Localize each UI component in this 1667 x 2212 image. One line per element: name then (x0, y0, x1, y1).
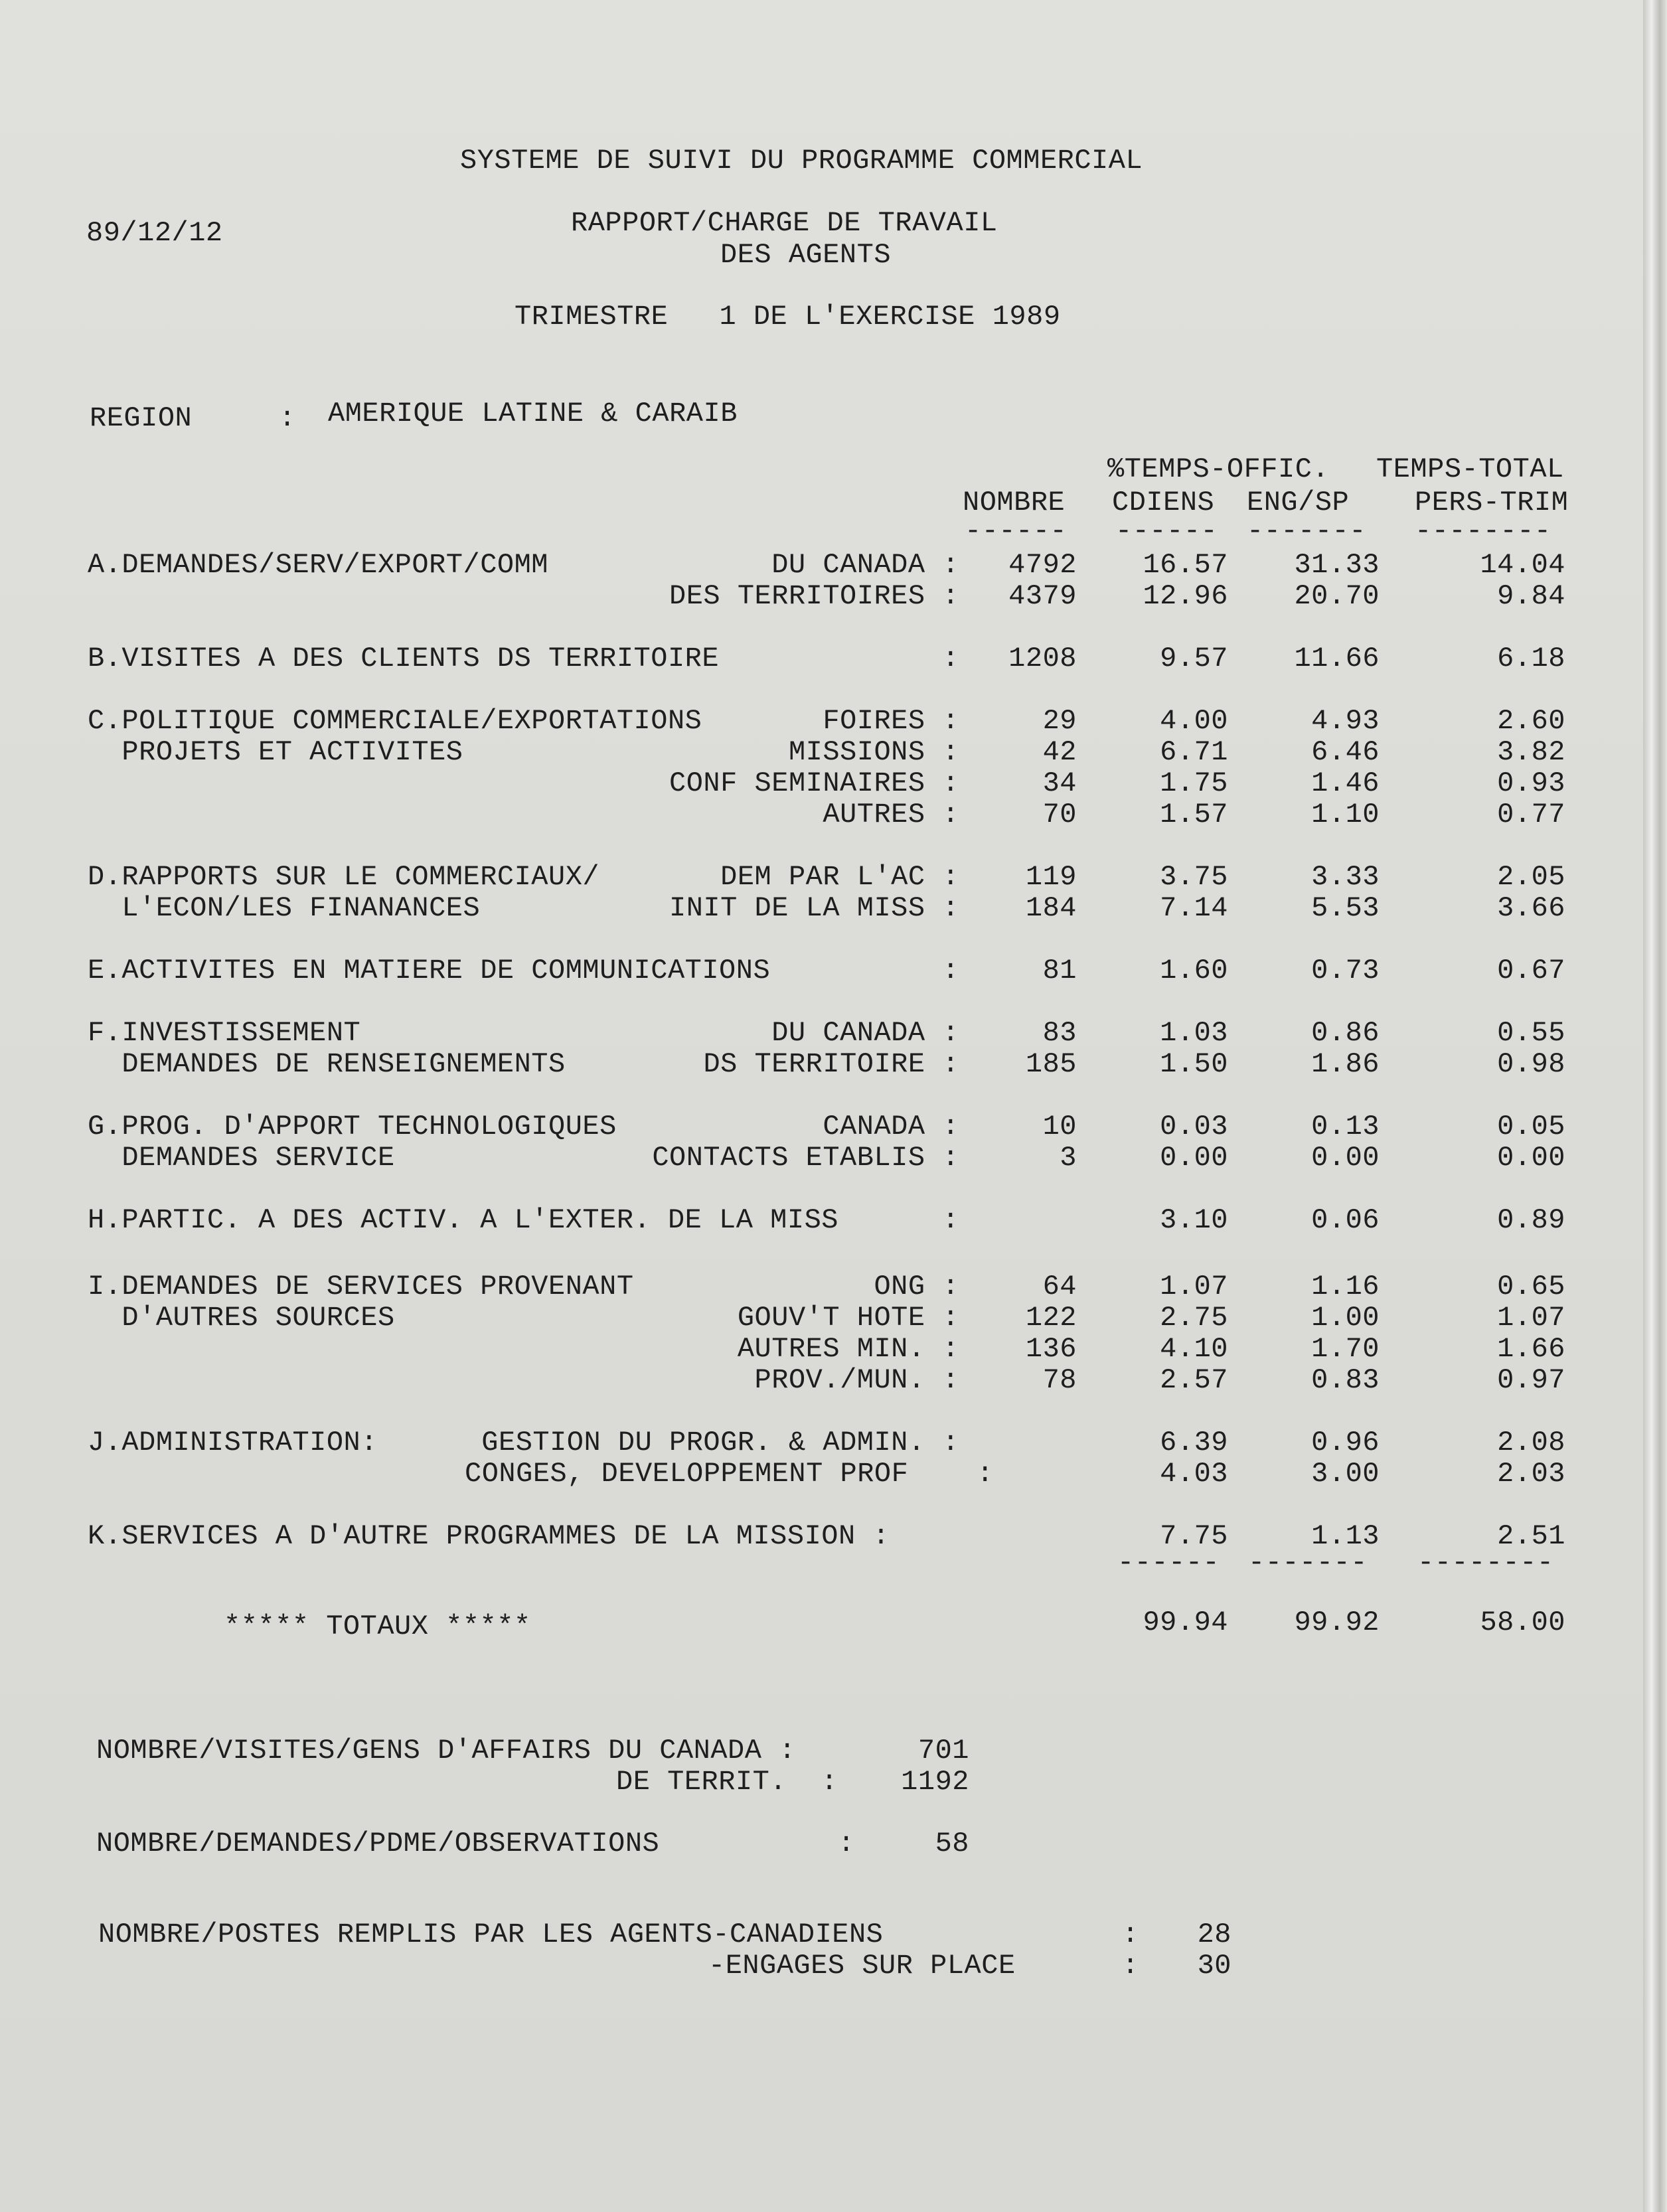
row-pers: 0.98 (1497, 1048, 1565, 1080)
column-underline-nombre: ------ (965, 515, 1068, 547)
region-separator: : (279, 402, 296, 434)
row-engsp: 0.83 (1311, 1364, 1380, 1396)
row-cdiens: 1.50 (1160, 1048, 1228, 1080)
row-engsp: 1.70 (1311, 1333, 1380, 1365)
row-label: DEMANDES SERVICE (88, 1142, 395, 1174)
column-underline-cdiens: ------ (1115, 515, 1218, 547)
row-sublabel: ONG : (874, 1271, 959, 1303)
row-pers: 3.66 (1497, 892, 1565, 924)
row-engsp: 0.06 (1311, 1204, 1380, 1236)
row-engsp: 0.96 (1311, 1427, 1380, 1459)
postes-canadiens-value: 28 (1197, 1919, 1231, 1950)
column-underline-engsp: ------- (1247, 515, 1366, 547)
row-engsp: 31.33 (1294, 549, 1380, 581)
row-nombre: 81 (1042, 955, 1077, 987)
row-sublabel: GESTION DU PROGR. & ADMIN. : (481, 1427, 959, 1459)
row-label: K.SERVICES A D'AUTRE PROGRAMMES DE LA MISSION : (88, 1520, 890, 1552)
row-label: I.DEMANDES DE SERVICES PROVENANT (88, 1271, 634, 1303)
pdme-separator: : (838, 1828, 855, 1859)
row-pers: 2.08 (1497, 1427, 1565, 1459)
row-sublabel: : (942, 1204, 959, 1236)
row-sublabel: DEM PAR L'AC : (720, 861, 959, 893)
row-pers: 9.84 (1497, 580, 1565, 612)
column-header-cdiens: CDIENS (1112, 487, 1215, 518)
row-cdiens: 2.57 (1160, 1364, 1228, 1396)
row-cdiens: 6.71 (1160, 736, 1228, 768)
row-label: F.INVESTISSEMENT (88, 1017, 361, 1049)
row-pers: 0.97 (1497, 1364, 1565, 1396)
row-engsp: 4.93 (1311, 705, 1380, 737)
postes-engages-value: 30 (1197, 1950, 1231, 1982)
row-pers: 1.66 (1497, 1333, 1565, 1365)
engages-separator: : (1122, 1950, 1139, 1982)
row-engsp: 1.16 (1311, 1271, 1380, 1303)
row-sublabel: DU CANADA : (771, 549, 959, 581)
row-pers: 0.65 (1497, 1271, 1565, 1303)
row-nombre: 4792 (1008, 549, 1077, 581)
row-cdiens: 12.96 (1143, 580, 1228, 612)
row-nombre: 29 (1042, 705, 1077, 737)
system-title: SYSTEME DE SUIVI DU PROGRAMME COMMERCIAL (460, 145, 1143, 177)
row-sublabel: DS TERRITOIRE : (703, 1048, 959, 1080)
report-title-line-2: DES AGENTS (720, 239, 892, 271)
row-label: G.PROG. D'APPORT TECHNOLOGIQUES (88, 1111, 617, 1143)
row-sublabel: CONF SEMINAIRES : (669, 767, 959, 799)
row-pers: 1.07 (1497, 1302, 1565, 1334)
row-cdiens: 3.10 (1160, 1204, 1228, 1236)
row-label: DEMANDES DE RENSEIGNEMENTS (88, 1048, 566, 1080)
region-label: REGION (90, 402, 193, 434)
row-engsp: 1.00 (1311, 1302, 1380, 1334)
pdme-value: 58 (935, 1828, 969, 1859)
page-stack-edge (1643, 0, 1667, 2212)
row-nombre: 4379 (1008, 580, 1077, 612)
row-nombre: 34 (1042, 767, 1077, 799)
report-title-line-1: RAPPORT/CHARGE DE TRAVAIL (571, 207, 998, 239)
row-nombre: 119 (1025, 861, 1077, 893)
totals-engsp: 99.92 (1294, 1607, 1380, 1638)
row-cdiens: 1.03 (1160, 1017, 1228, 1049)
report-date: 89/12/12 (86, 217, 223, 249)
row-engsp: 1.10 (1311, 799, 1380, 830)
visits-label: NOMBRE/VISITES/GENS D'AFFAIRS DU CANADA : (96, 1735, 796, 1767)
row-label: E.ACTIVITES EN MATIERE DE COMMUNICATIONS (88, 955, 771, 987)
row-label: D'AUTRES SOURCES (88, 1302, 395, 1334)
row-sublabel: INIT DE LA MISS : (669, 892, 959, 924)
row-pers: 2.03 (1497, 1458, 1565, 1490)
column-header-pers-trim: PERS-TRIM (1415, 487, 1569, 518)
row-cdiens: 0.03 (1160, 1111, 1228, 1143)
row-engsp: 1.46 (1311, 767, 1380, 799)
row-label: C.POLITIQUE COMMERCIALE/EXPORTATIONS (88, 705, 702, 737)
territ-label: DE TERRIT. : (616, 1766, 838, 1798)
row-engsp: 11.66 (1294, 643, 1380, 674)
row-label: H.PARTIC. A DES ACTIV. A L'EXTER. DE LA MISS (88, 1204, 838, 1236)
row-pers: 2.51 (1497, 1520, 1565, 1552)
totals-cdiens: 99.94 (1143, 1607, 1228, 1638)
row-nombre: 3 (1060, 1142, 1077, 1174)
row-engsp: 3.33 (1311, 861, 1380, 893)
row-cdiens: 1.75 (1160, 767, 1228, 799)
row-engsp: 1.13 (1311, 1520, 1380, 1552)
row-cdiens: 1.57 (1160, 799, 1228, 830)
row-pers: 0.89 (1497, 1204, 1565, 1236)
row-pers: 3.82 (1497, 736, 1565, 768)
row-sublabel: CONGES, DEVELOPPEMENT PROF : (465, 1458, 994, 1490)
row-engsp: 3.00 (1311, 1458, 1380, 1490)
row-engsp: 6.46 (1311, 736, 1380, 768)
row-label: L'ECON/LES FINANANCES (88, 892, 481, 924)
visits-territ-value: 1192 (901, 1766, 969, 1798)
report-period: TRIMESTRE 1 DE L'EXERCISE 1989 (515, 301, 1061, 333)
column-header-temps-total: TEMPS-TOTAL (1376, 453, 1564, 485)
row-label: D.RAPPORTS SUR LE COMMERCIAUX/ (88, 861, 600, 893)
row-engsp: 20.70 (1294, 580, 1380, 612)
row-sublabel: CONTACTS ETABLIS : (652, 1142, 959, 1174)
row-pers: 0.05 (1497, 1111, 1565, 1143)
totals-underline-engsp: ------- (1248, 1547, 1368, 1579)
row-nombre: 64 (1042, 1271, 1077, 1303)
postes-separator: : (1122, 1919, 1139, 1950)
row-cdiens: 9.57 (1160, 643, 1228, 674)
row-sublabel: : (942, 955, 959, 987)
row-cdiens: 7.14 (1160, 892, 1228, 924)
row-pers: 0.77 (1497, 799, 1565, 830)
row-engsp: 0.13 (1311, 1111, 1380, 1143)
row-sublabel: AUTRES : (823, 799, 959, 830)
postes-label: NOMBRE/POSTES REMPLIS PAR LES AGENTS-CANADIENS (98, 1919, 884, 1950)
row-nombre: 70 (1042, 799, 1077, 830)
row-nombre: 136 (1025, 1333, 1077, 1365)
row-pers: 14.04 (1480, 549, 1565, 581)
totals-underline-cdiens: ------ (1117, 1547, 1220, 1579)
row-nombre: 42 (1042, 736, 1077, 768)
totals-label: ***** TOTAUX ***** (224, 1611, 531, 1642)
row-pers: 2.05 (1497, 861, 1565, 893)
row-sublabel: GOUV'T HOTE : (737, 1302, 959, 1334)
row-engsp: 0.00 (1311, 1142, 1380, 1174)
row-cdiens: 16.57 (1143, 549, 1228, 581)
row-label: B.VISITES A DES CLIENTS DS TERRITOIRE (88, 643, 720, 674)
row-pers: 0.93 (1497, 767, 1565, 799)
column-header-nombre: NOMBRE (963, 487, 1066, 518)
row-sublabel: DU CANADA : (771, 1017, 959, 1049)
row-cdiens: 2.75 (1160, 1302, 1228, 1334)
column-header-engsp: ENG/SP (1247, 487, 1350, 518)
row-cdiens: 4.00 (1160, 705, 1228, 737)
pdme-label: NOMBRE/DEMANDES/PDME/OBSERVATIONS (96, 1828, 660, 1859)
row-label: PROJETS ET ACTIVITES (88, 736, 463, 768)
row-nombre: 83 (1042, 1017, 1077, 1049)
column-underline-pers: -------- (1415, 515, 1551, 547)
row-label: A.DEMANDES/SERV/EXPORT/COMM (88, 549, 549, 581)
row-nombre: 185 (1025, 1048, 1077, 1080)
row-cdiens: 0.00 (1160, 1142, 1228, 1174)
row-pers: 0.55 (1497, 1017, 1565, 1049)
row-engsp: 1.86 (1311, 1048, 1380, 1080)
row-label: J.ADMINISTRATION: (88, 1427, 378, 1459)
column-header-temps-offic: %TEMPS-OFFIC. (1107, 453, 1330, 485)
row-sublabel: AUTRES MIN. : (737, 1333, 959, 1365)
row-sublabel: FOIRES : (823, 705, 959, 737)
row-nombre: 10 (1042, 1111, 1077, 1143)
row-sublabel: MISSIONS : (788, 736, 959, 768)
row-engsp: 0.73 (1311, 955, 1380, 987)
row-sublabel: DES TERRITOIRES : (669, 580, 959, 612)
row-nombre: 78 (1042, 1364, 1077, 1396)
row-nombre: 184 (1025, 892, 1077, 924)
engages-label: -ENGAGES SUR PLACE (708, 1950, 1016, 1982)
row-cdiens: 7.75 (1160, 1520, 1228, 1552)
row-sublabel: CANADA : (823, 1111, 959, 1143)
totals-pers: 58.00 (1480, 1607, 1565, 1638)
visits-canada-value: 701 (917, 1735, 969, 1767)
row-engsp: 5.53 (1311, 892, 1380, 924)
row-pers: 6.18 (1497, 643, 1565, 674)
row-nombre: 1208 (1008, 643, 1077, 674)
region-value: AMERIQUE LATINE & CARAIB (328, 398, 738, 430)
totals-underline-pers: -------- (1417, 1547, 1554, 1579)
row-pers: 0.67 (1497, 955, 1565, 987)
row-cdiens: 4.10 (1160, 1333, 1228, 1365)
row-cdiens: 1.07 (1160, 1271, 1228, 1303)
row-sublabel: : (942, 643, 959, 674)
row-sublabel: PROV./MUN. : (754, 1364, 959, 1396)
row-nombre: 122 (1025, 1302, 1077, 1334)
row-cdiens: 6.39 (1160, 1427, 1228, 1459)
row-pers: 2.60 (1497, 705, 1565, 737)
row-pers: 0.00 (1497, 1142, 1565, 1174)
row-cdiens: 3.75 (1160, 861, 1228, 893)
row-engsp: 0.86 (1311, 1017, 1380, 1049)
row-cdiens: 4.03 (1160, 1458, 1228, 1490)
row-cdiens: 1.60 (1160, 955, 1228, 987)
